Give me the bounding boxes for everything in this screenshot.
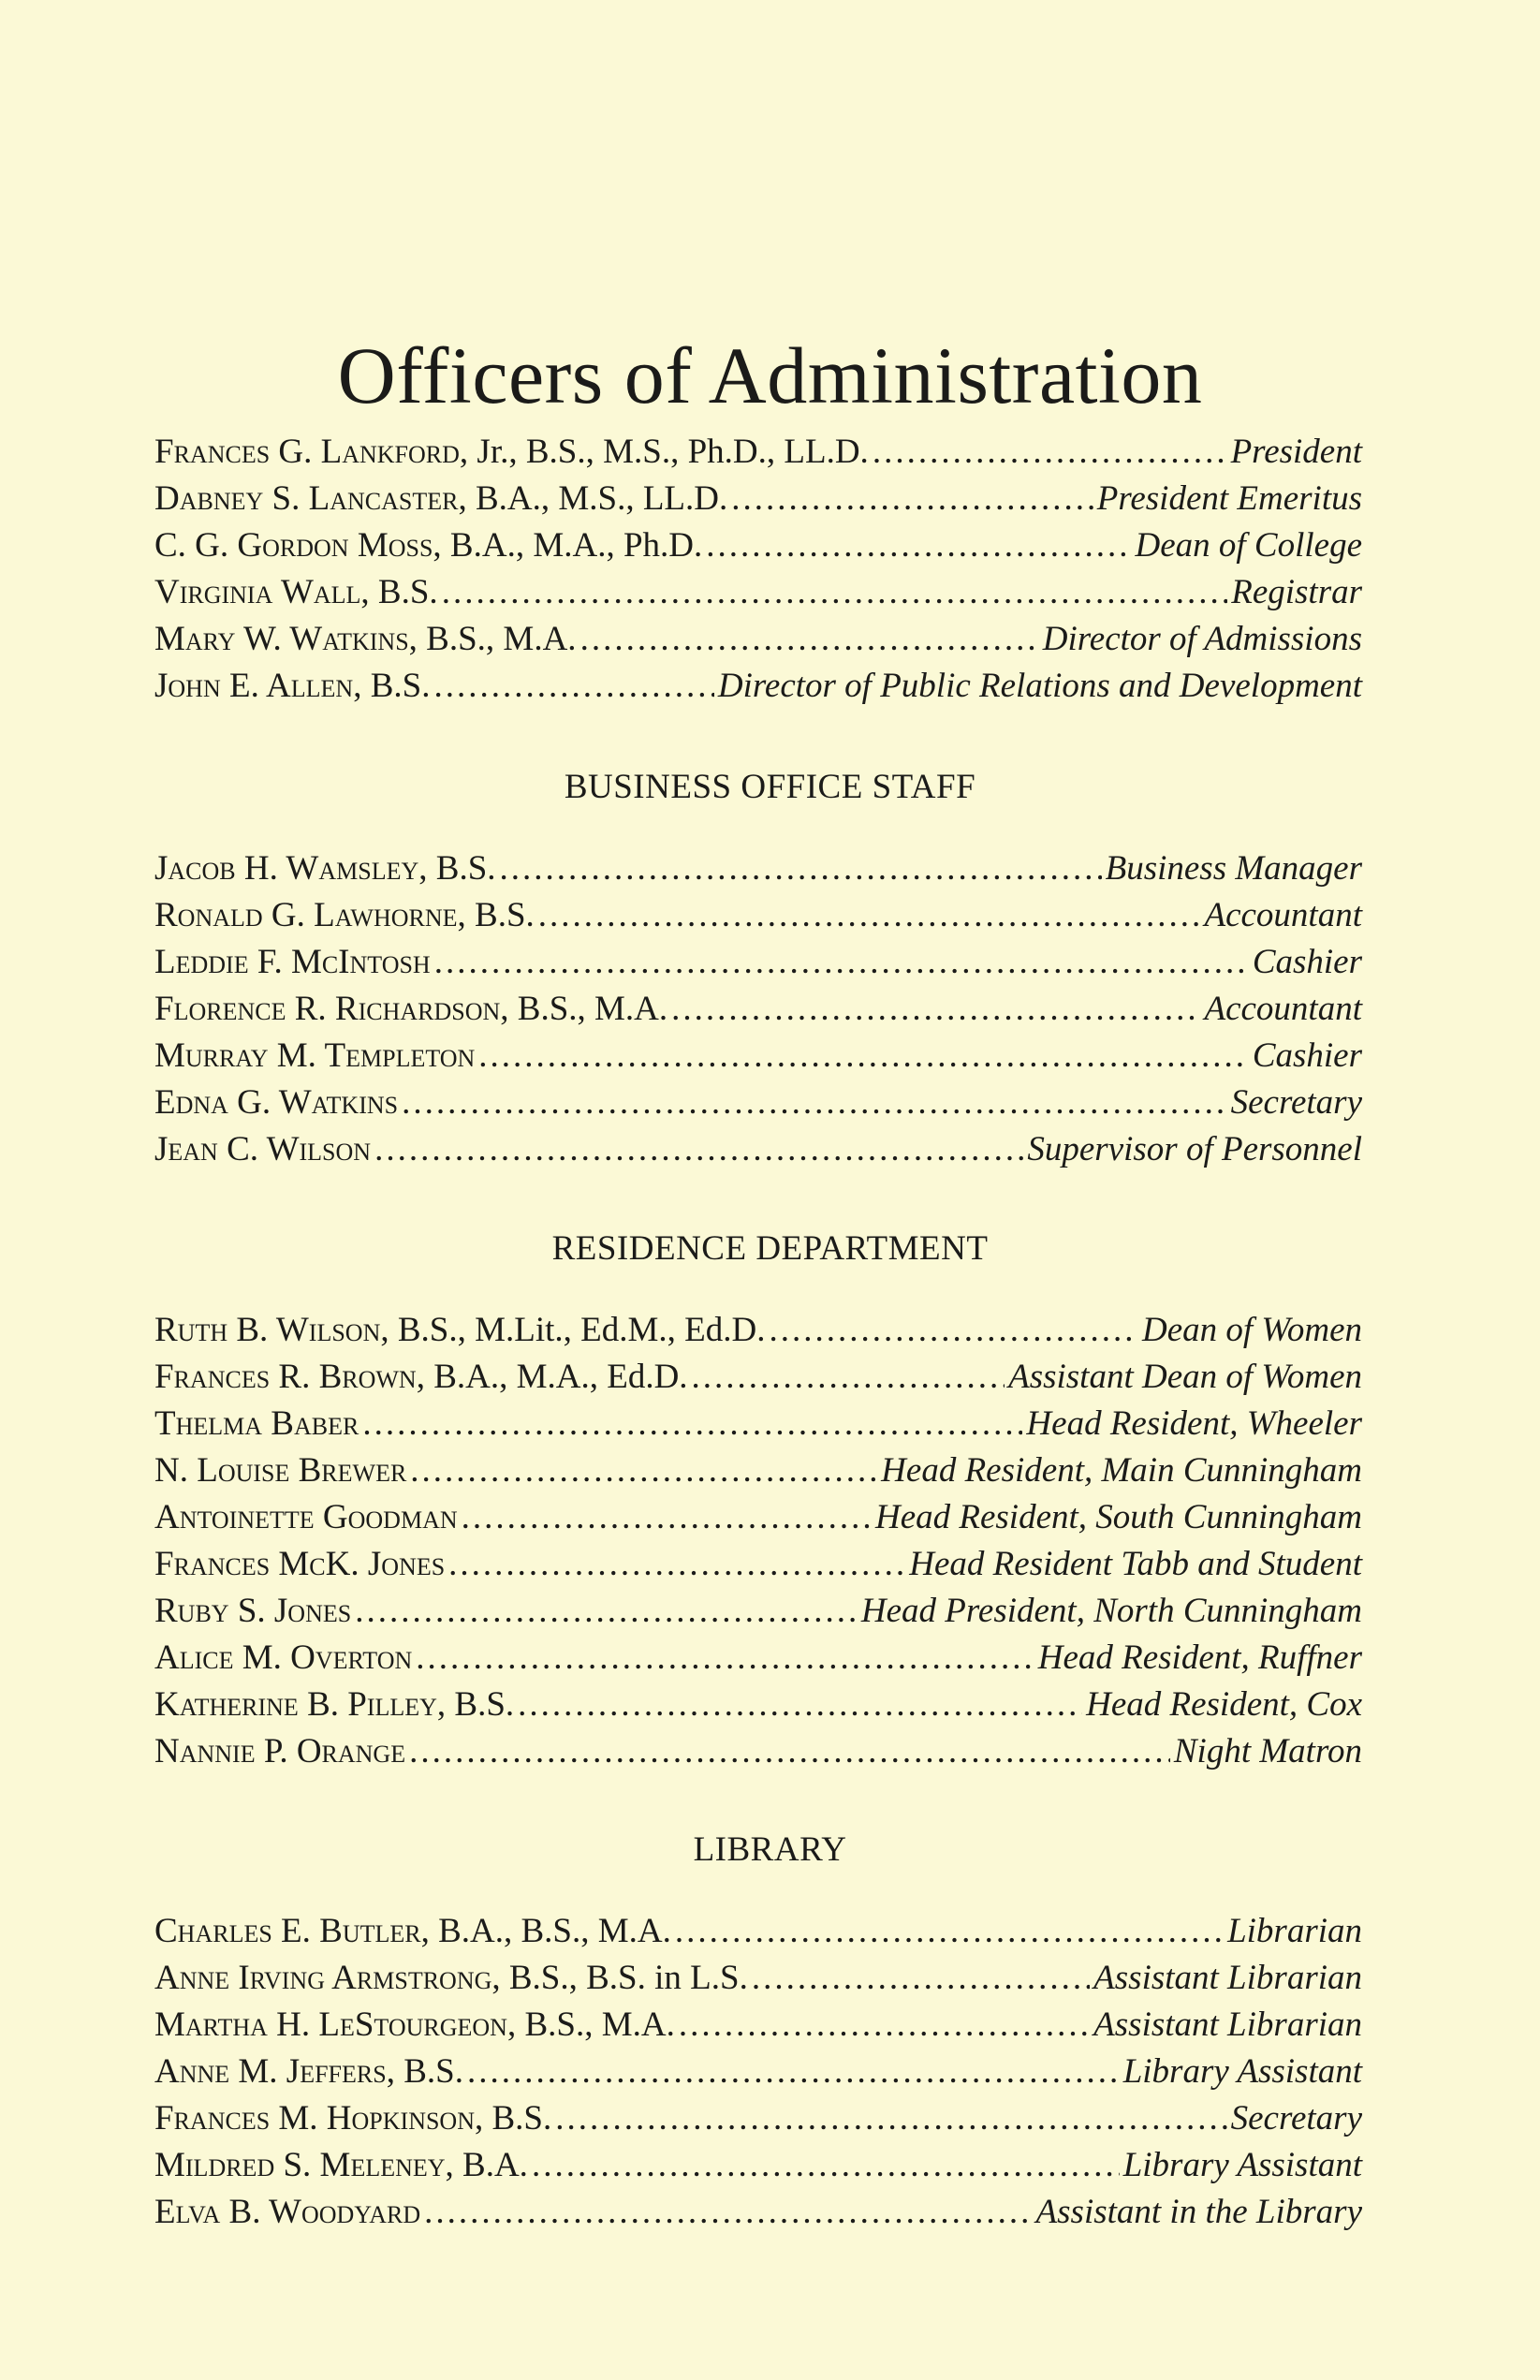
leader-dots: [532, 2142, 1120, 2189]
entry-name: Thelma Baber: [154, 1404, 359, 1443]
leader-dots: [374, 1126, 1023, 1173]
entry-name: Frances R. Brown, B.A., M.A., Ed.D.: [154, 1358, 688, 1396]
leader-dots: [731, 476, 1093, 522]
staff-entry: [154, 2049, 1362, 2095]
leader-dots: [410, 1447, 877, 1494]
leader-dots: [675, 1908, 1224, 1955]
leader-dots: [706, 522, 1131, 569]
entry-name: Dabney S. Lancaster, B.A., M.S., LL.D.: [154, 479, 728, 518]
leader-dots: [424, 2189, 1032, 2236]
leader-dots: [433, 663, 713, 710]
entry-name: Anne M. Jeffers, B.S.: [154, 2052, 463, 2091]
leader-dots: [462, 1494, 872, 1541]
staff-entry: [154, 1494, 1362, 1541]
staff-entry: [154, 2189, 1362, 2236]
officer-entry: [154, 569, 1362, 616]
entry-name: Mary W. Watkins, B.S., M.A.: [154, 620, 577, 658]
entry-name: Murray M. Templeton: [154, 1036, 476, 1075]
officer-entry: [154, 616, 1362, 663]
leader-dots: [416, 1635, 1034, 1682]
leader-dots: [362, 1401, 1022, 1447]
leader-dots: [467, 2049, 1120, 2095]
leader-dots: [500, 845, 1102, 892]
leader-dots: [434, 939, 1249, 986]
entry-role: Director of Public Relations and Development: [717, 667, 1362, 705]
leader-dots: [671, 986, 1200, 1033]
entry-role: Head Resident, Cox: [1086, 1685, 1362, 1724]
staff-entry: [154, 1955, 1362, 2002]
staff-entry: [154, 986, 1362, 1033]
leader-dots: [770, 1307, 1139, 1354]
staff-entry: [154, 845, 1362, 892]
entry-name: C. G. Gordon Moss, B.A., M.A., Ph.D.: [154, 526, 703, 565]
entry-role: Librarian: [1227, 1912, 1362, 1950]
entry-role: Cashier: [1252, 943, 1362, 981]
page-title: Officers of Administration: [337, 330, 1203, 420]
officer-entry: [154, 476, 1362, 522]
staff-entry: [154, 1447, 1362, 1494]
leader-dots: [355, 1588, 858, 1635]
residence-department-list: [154, 1307, 1362, 1775]
entry-role: Dean of College: [1135, 526, 1362, 565]
entry-name: Ronald G. Lawhorne, B.S.: [154, 896, 535, 934]
officer-entry: [154, 663, 1362, 710]
entry-name: Anne Irving Armstrong, B.S., B.S. in L.S.: [154, 1959, 748, 1997]
staff-entry: [154, 939, 1362, 986]
entry-name: Nannie P. Orange: [154, 1732, 406, 1770]
staff-entry: [154, 1541, 1362, 1588]
entry-role: Assistant Dean of Women: [1008, 1358, 1362, 1396]
leader-dots: [518, 1682, 1082, 1728]
staff-entry: [154, 1307, 1362, 1354]
staff-entry: [154, 1588, 1362, 1635]
entry-role: Director of Admissions: [1042, 620, 1362, 658]
entry-name: Leddie F. McIntosh: [154, 943, 431, 981]
entry-name: Mildred S. Meleney, B.A.: [154, 2146, 528, 2184]
entry-name: Frances M. Hopkinson, B.S.: [154, 2099, 552, 2138]
staff-entry: [154, 1033, 1362, 1080]
staff-entry: [154, 1728, 1362, 1775]
entry-name: Antoinette Goodman: [154, 1498, 458, 1536]
entry-role: Head Resident, Main Cunningham: [881, 1451, 1362, 1490]
entry-name: Ruth B. Wilson, B.S., M.Lit., Ed.M., Ed.D.: [154, 1311, 766, 1349]
staff-entry: [154, 1126, 1362, 1173]
section-heading-business-office: BUSINESS OFFICE STAFF: [564, 768, 976, 806]
entry-role: Dean of Women: [1142, 1311, 1362, 1349]
entry-name: Jean C. Wilson: [154, 1130, 372, 1168]
leader-dots: [580, 616, 1039, 663]
entry-role: Supervisor of Personnel: [1027, 1130, 1362, 1168]
officer-entry: [154, 522, 1362, 569]
library-list: [154, 1908, 1362, 2236]
entry-role: Accountant: [1204, 896, 1362, 934]
business-office-list: [154, 845, 1362, 1173]
entry-role: Assistant Librarian: [1093, 1959, 1362, 1997]
entry-role: Cashier: [1252, 1036, 1362, 1075]
staff-entry: [154, 1682, 1362, 1728]
staff-entry: [154, 2095, 1362, 2142]
entry-name: Katherine B. Pilley, B.S.: [154, 1685, 515, 1724]
staff-entry: [154, 2142, 1362, 2189]
staff-entry: [154, 1354, 1362, 1401]
leader-dots: [538, 892, 1201, 939]
section-heading-residence-department: RESIDENCE DEPARTMENT: [551, 1229, 989, 1268]
entry-role: Business Manager: [1105, 849, 1362, 888]
leader-dots: [448, 1541, 905, 1588]
leader-dots: [873, 429, 1227, 476]
entry-role: Library Assistant: [1122, 2146, 1362, 2184]
leader-dots: [679, 2002, 1090, 2049]
entry-name: Florence R. Richardson, B.S., M.A.: [154, 990, 668, 1028]
entry-role: President: [1230, 433, 1362, 471]
entry-name: Frances G. Lankford, Jr., B.S., M.S., Ph.D., LL.D.: [154, 433, 869, 471]
entry-role: Registrar: [1231, 573, 1362, 611]
entry-role: Head President, North Cunningham: [860, 1592, 1362, 1630]
entry-role: Head Resident, South Cunningham: [874, 1498, 1362, 1536]
entry-name: Ruby S. Jones: [154, 1592, 352, 1630]
entry-role: Night Matron: [1173, 1732, 1362, 1770]
entry-role: Secretary: [1230, 1083, 1362, 1122]
entry-name: N. Louise Brewer: [154, 1451, 407, 1490]
entry-name: Frances McK. Jones: [154, 1545, 446, 1583]
entry-role: Assistant Librarian: [1093, 2005, 1362, 2044]
entry-role: Secretary: [1230, 2099, 1362, 2138]
officers-list: [154, 429, 1362, 710]
staff-entry: [154, 892, 1362, 939]
entry-name: John E. Allen, B.S.: [154, 667, 431, 705]
leader-dots: [478, 1033, 1249, 1080]
leader-dots: [442, 569, 1228, 616]
leader-dots: [402, 1080, 1226, 1126]
staff-entry: [154, 1908, 1362, 1955]
officer-entry: [154, 429, 1362, 476]
leader-dots: [692, 1354, 1005, 1401]
entry-role: Head Resident Tabb and Student: [909, 1545, 1362, 1583]
entry-name: Elva B. Woodyard: [154, 2193, 421, 2231]
entry-name: Alice M. Overton: [154, 1638, 413, 1677]
staff-entry: [154, 2002, 1362, 2049]
section-heading-library: LIBRARY: [693, 1830, 847, 1869]
entry-name: Martha H. LeStourgeon, B.S., M.A.: [154, 2005, 675, 2044]
staff-entry: [154, 1635, 1362, 1682]
entry-role: Library Assistant: [1122, 2052, 1362, 2091]
entry-role: Head Resident, Wheeler: [1026, 1404, 1362, 1443]
entry-role: Accountant: [1204, 990, 1362, 1028]
staff-entry: [154, 1080, 1362, 1126]
entry-name: Charles E. Butler, B.A., B.S., M.A.: [154, 1912, 671, 1950]
entry-name: Jacob H. Wamsley, B.S.: [154, 849, 496, 888]
entry-role: Head Resident, Ruffner: [1037, 1638, 1362, 1677]
leader-dots: [409, 1728, 1170, 1775]
staff-entry: [154, 1401, 1362, 1447]
entry-name: Edna G. Watkins: [154, 1083, 399, 1122]
leader-dots: [555, 2095, 1226, 2142]
leader-dots: [752, 1955, 1090, 2002]
entry-name: Virginia Wall, B.S.: [154, 573, 438, 611]
entry-role: Assistant in the Library: [1035, 2193, 1362, 2231]
entry-role: President Emeritus: [1096, 479, 1362, 518]
